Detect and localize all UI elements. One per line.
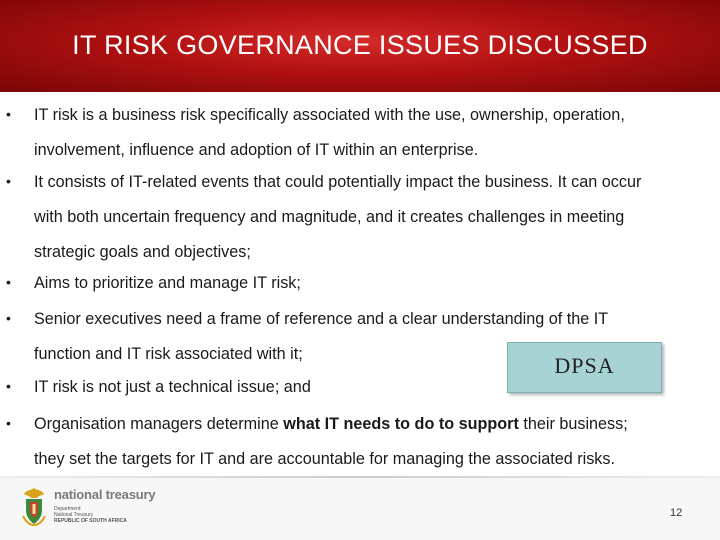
dpsa-label: DPSA (554, 353, 615, 378)
logo-subtitle: Department: (54, 506, 82, 512)
bullet-text (34, 98, 714, 168)
bullet-text-bold: what IT needs to do to support (283, 415, 519, 433)
bullet-line: function and IT risk associated with it; (34, 345, 303, 363)
title-banner (0, 0, 720, 92)
bullet-text (34, 266, 714, 301)
bullet-line: strategic goals and objectives; (34, 243, 251, 261)
bullet-text (34, 165, 714, 270)
logo-name: national treasury (54, 487, 156, 502)
bullet-text (34, 407, 714, 477)
bullet-line: involvement, influence and adoption of IT within an enterprise. (34, 141, 479, 159)
bullet-line: they set the targets for IT and are accountable for managing the associated risks. (34, 450, 615, 468)
logo-subtitle: REPUBLIC OF SOUTH AFRICA (54, 518, 127, 524)
national-treasury-logo (20, 486, 180, 530)
bullet-line: with both uncertain frequency and magnitude, and it creates challenges in meeting (34, 208, 625, 226)
bullet-text-run: Organisation managers determine (34, 415, 284, 433)
bullet-marker: • (6, 415, 11, 431)
bullet-marker: • (6, 378, 11, 394)
bullet-marker: • (6, 173, 11, 189)
bullet-text-run: their business; (518, 415, 628, 433)
bullet-line: IT risk is a business risk specifically associated with the use, ownership, operation, (34, 106, 625, 124)
slide-title: IT RISK GOVERNANCE ISSUES DISCUSSED (72, 30, 648, 60)
bullet-marker: • (6, 274, 11, 290)
bullet-line: Aims to prioritize and manage IT risk; (34, 274, 301, 292)
coat-of-arms-icon (20, 486, 48, 526)
dpsa-callout (507, 342, 662, 393)
page-number: 12 (670, 507, 683, 519)
bullet-marker: • (6, 106, 11, 122)
bullet-marker: • (6, 310, 11, 326)
bullet-line: Senior executives need a frame of reference and a clear understanding of the IT (34, 310, 609, 328)
logo-subtitle: National Treasury (54, 512, 94, 518)
bullet-line: IT risk is not just a technical issue; and (34, 378, 311, 396)
footer-divider (0, 476, 720, 478)
bullet-line: It consists of IT-related events that could potentially impact the business. It can occur (34, 173, 642, 191)
bullet-line (34, 407, 714, 442)
